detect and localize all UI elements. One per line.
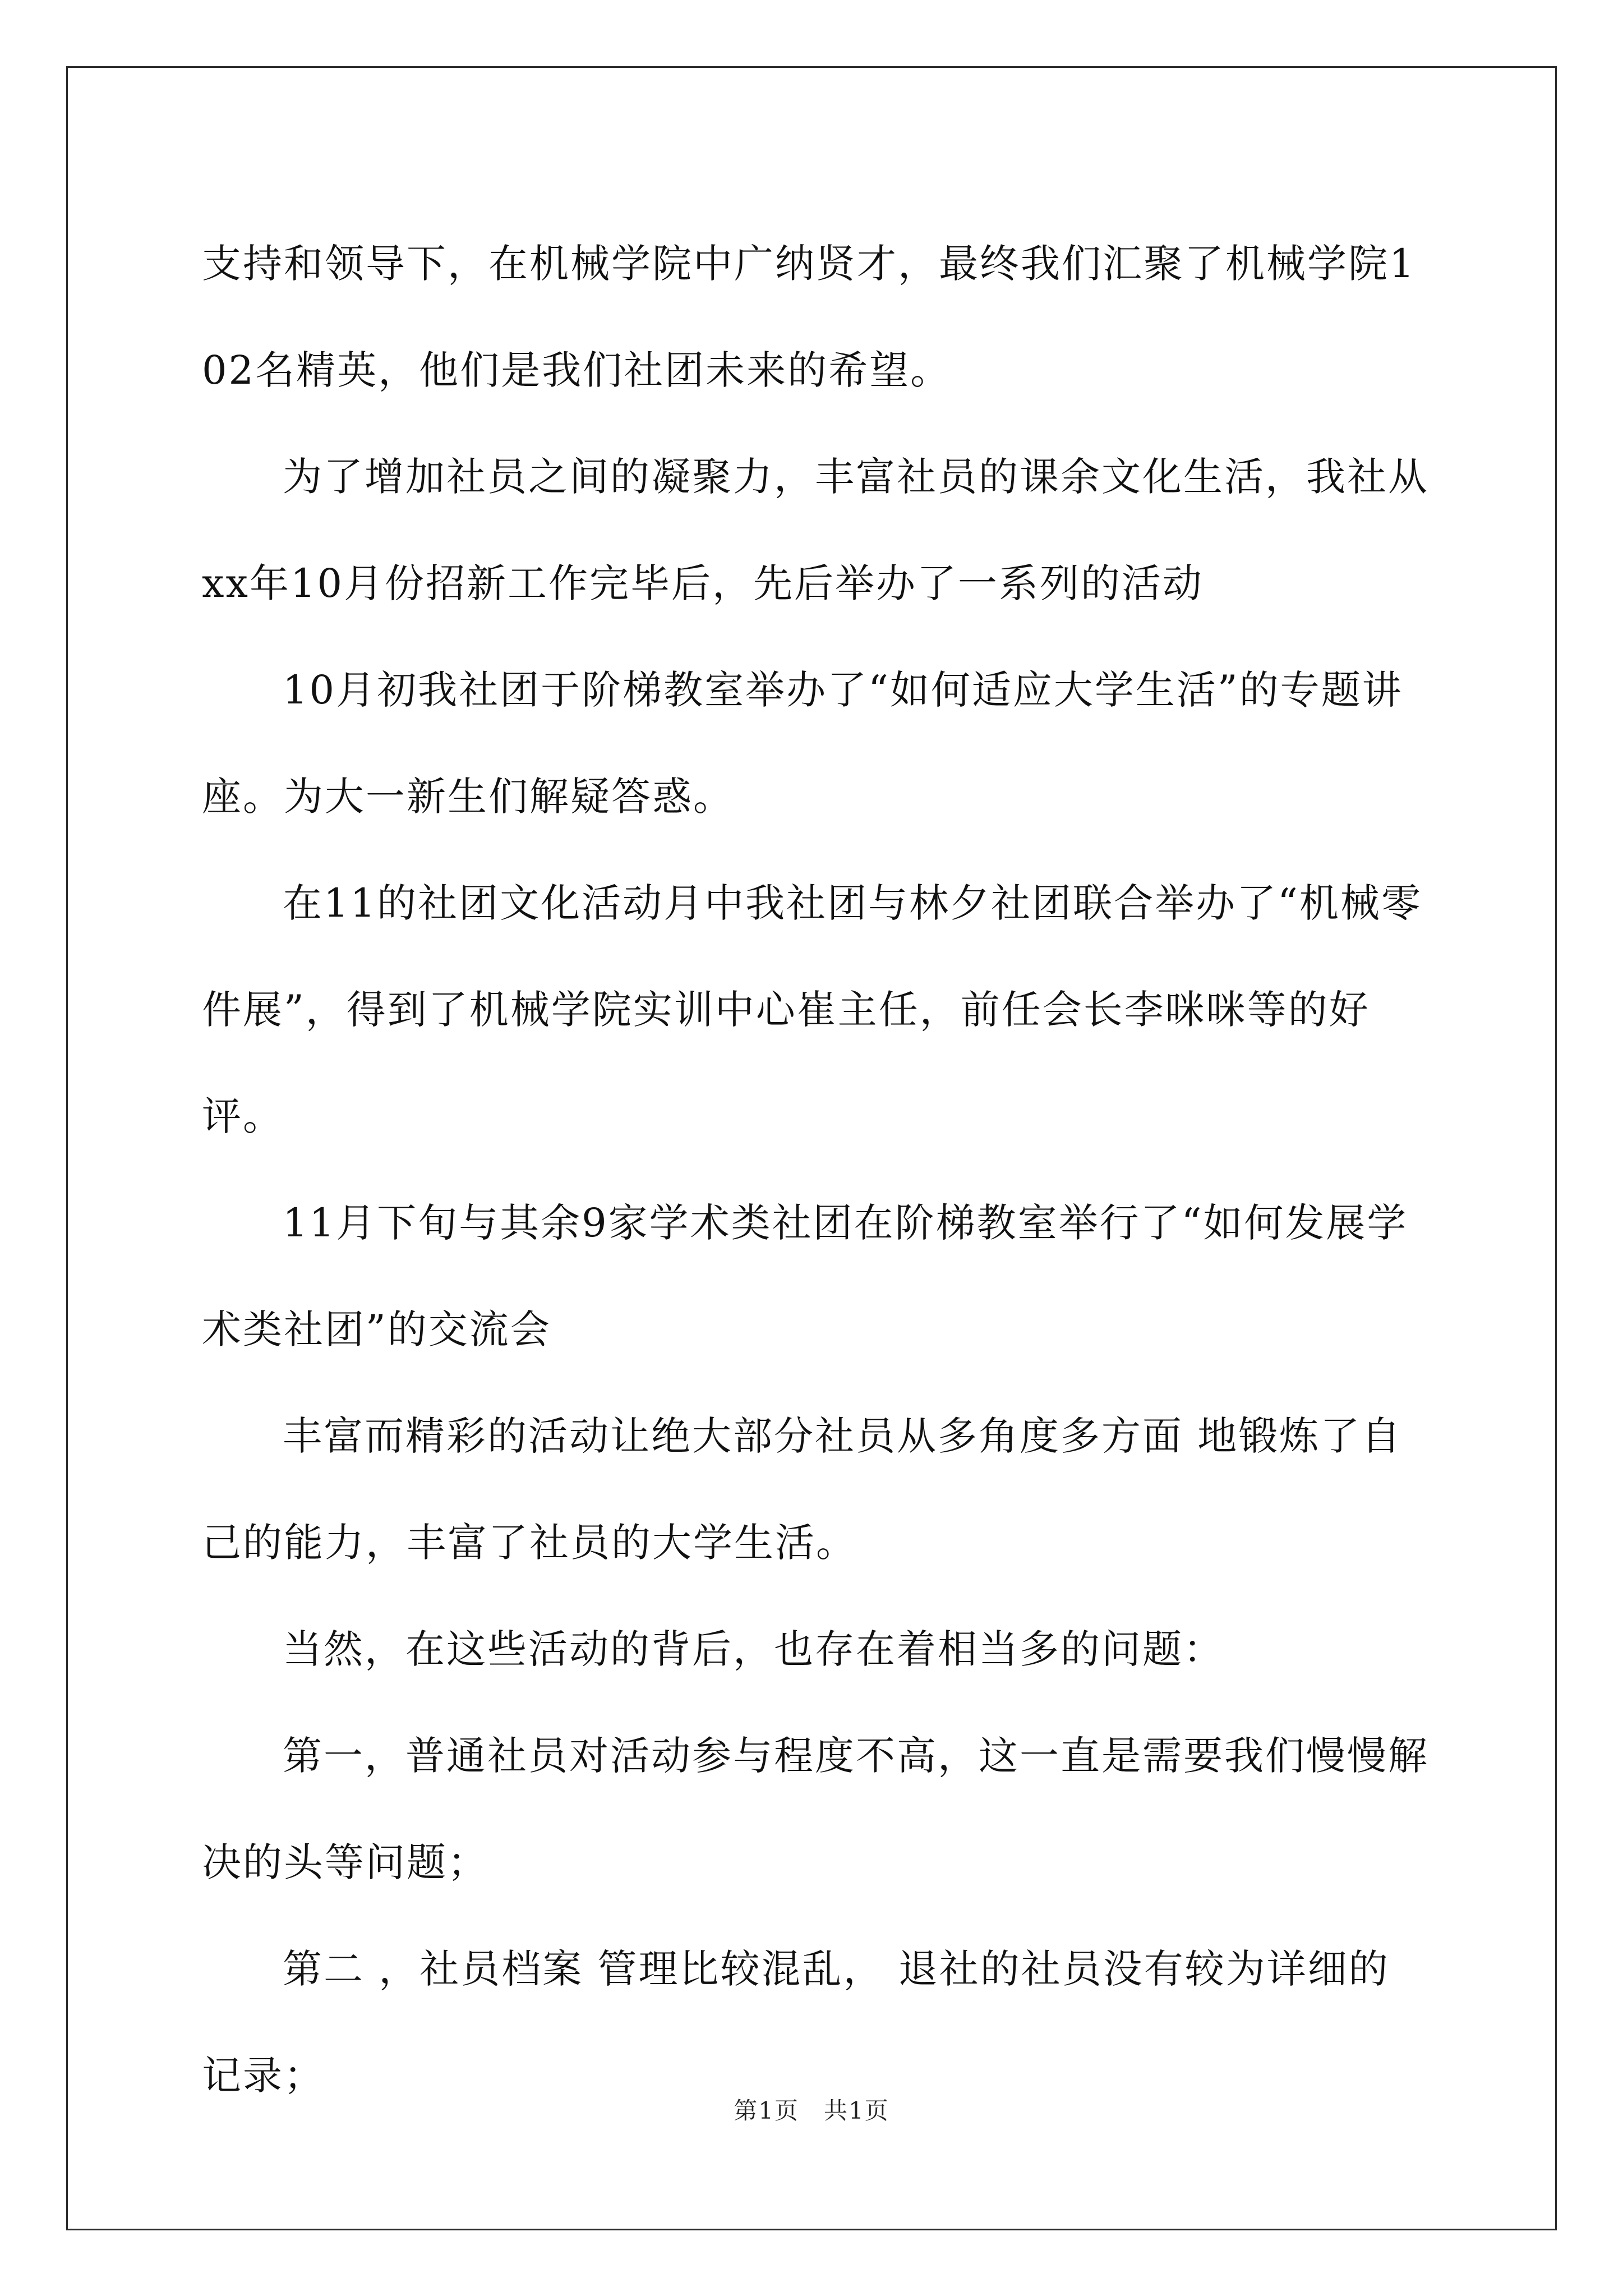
- paragraph-1: 支持和领导下，在机械学院中广纳贤才，最终我们汇聚了机械学院102名精英，他们是我们社团未来的希望。: [202, 241, 1416, 393]
- document-body: [202, 210, 1430, 2129]
- paragraph-9: 第二 ，社员档案 管理比较混乱， 退社的社员没有较为详细的记录；: [202, 1946, 1390, 2099]
- paragraph-2: 为了增加社员之间的凝聚力，丰富社员的课余文化生活，我社从xx年10月份招新工作完毕后，先后举办了一系列的活动: [202, 454, 1429, 606]
- paragraph-4: 在11的社团文化活动月中我社团与林夕社团联合举办了“机械零件展”，得到了机械学院实训中心崔主任，前任会长李咪咪等的好评。: [202, 880, 1422, 1139]
- page-number-label: 第1页 共1页: [734, 2097, 889, 2124]
- paragraph-7: 当然，在这些活动的背后，也存在着相当多的问题：: [283, 1626, 1224, 1672]
- paragraph-8: 第一，普通社员对活动参与程度不高，这一直是需要我们慢慢解决的头等问题；: [202, 1733, 1429, 1885]
- paragraph-6: 丰富而精彩的活动让绝大部分社员从多角度多方面 地锻炼了自己的能力，丰富了社员的大学生活。: [202, 1413, 1403, 1566]
- paragraph-3: 10月初我社团于阶梯教室举办了“如何适应大学生活”的专题讲座。为大一新生们解疑答惑。: [202, 667, 1403, 820]
- paragraph-5: 11月下旬与其余9家学术类社团在阶梯教室举行了“如何发展学术类社团”的交流会: [202, 1200, 1408, 1352]
- page-footer: [0, 2092, 1623, 2126]
